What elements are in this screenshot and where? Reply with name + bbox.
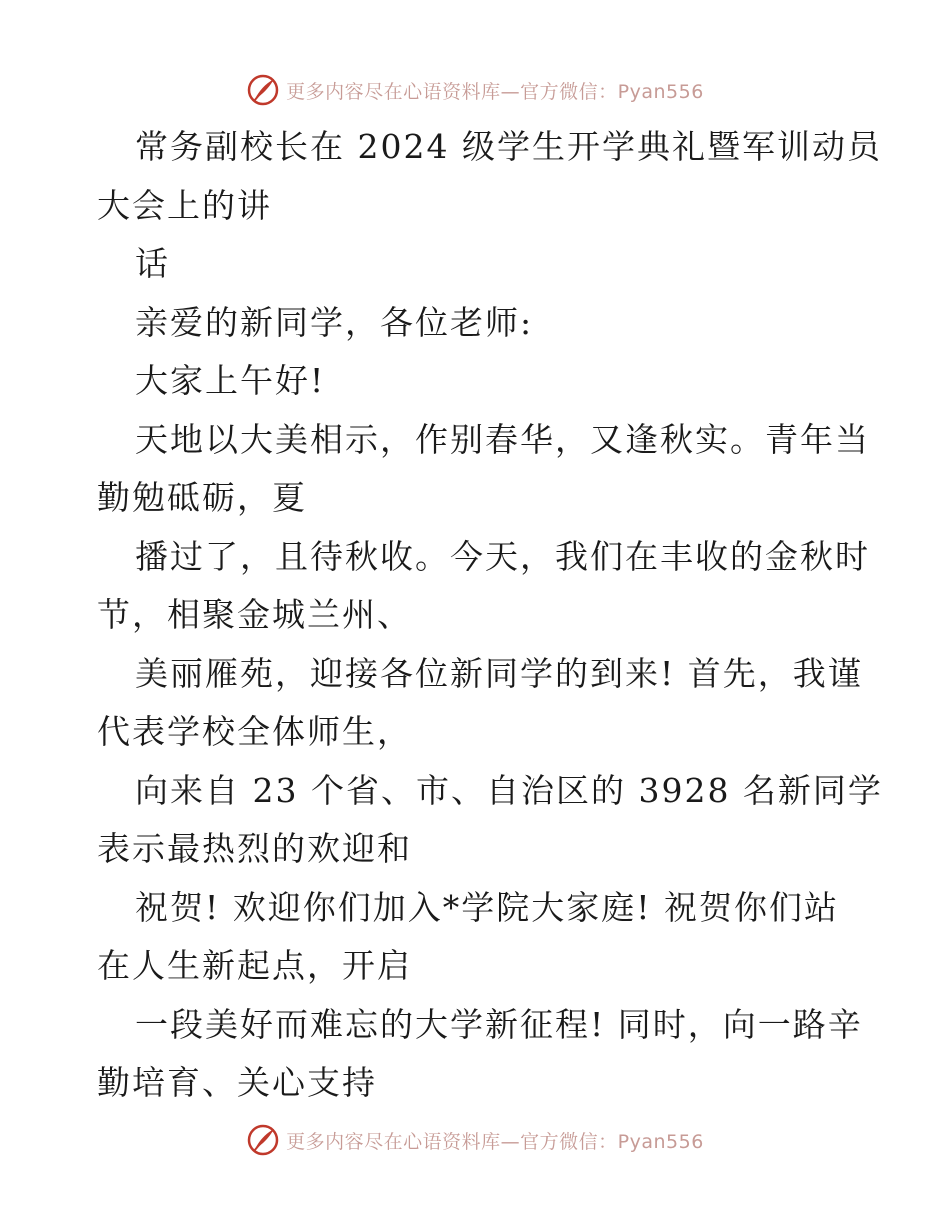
body-line: 节，相聚金城兰州、 (97, 595, 412, 634)
body-line: 常务副校长在 2024 级学生开学典礼暨军训动员 (135, 127, 882, 166)
body-line: 表示最热烈的欢迎和 (97, 829, 412, 868)
body-line: 向来自 23 个省、市、自治区的 3928 名新同学 (135, 770, 883, 810)
body-line: 天地以大美相示，作别春华，又逢秋实。青年当 (135, 419, 870, 459)
body-line: 大会上的讲 (97, 185, 272, 225)
footer-banner-text: 更多内容尽在心语资料库—官方微信：Pyan556 (286, 1130, 704, 1153)
header-banner (0, 70, 950, 110)
body-line: 在人生新起点，开启 (97, 946, 412, 985)
footer-banner (0, 1120, 950, 1160)
body-line: 一段美好而难忘的大学新征程! 同时，向一路辛 (135, 1004, 863, 1044)
feather-pen-circle-icon (246, 73, 280, 107)
body-line: 勤勉砥砺，夏 (97, 478, 307, 517)
feather-pen-circle-icon (246, 1123, 280, 1157)
body-line: 大家上午好! (135, 361, 326, 400)
body-line: 亲爱的新同学，各位老师: (135, 302, 534, 342)
body-line: 勤培育、关心支持 (97, 1063, 377, 1102)
body-line: 美丽雁苑，迎接各位新同学的到来! 首先，我谨 (135, 653, 863, 693)
body-line: 话 (135, 244, 170, 283)
body-line: 播过了，且待秋收。今天，我们在丰收的金秋时 (135, 536, 870, 576)
body-line: 祝贺! 欢迎你们加入*学院大家庭! 祝贺你们站 (135, 887, 840, 927)
body-line: 代表学校全体师生， (97, 712, 412, 751)
document-body (97, 118, 883, 1113)
header-banner-text: 更多内容尽在心语资料库—官方微信：Pyan556 (286, 80, 704, 103)
